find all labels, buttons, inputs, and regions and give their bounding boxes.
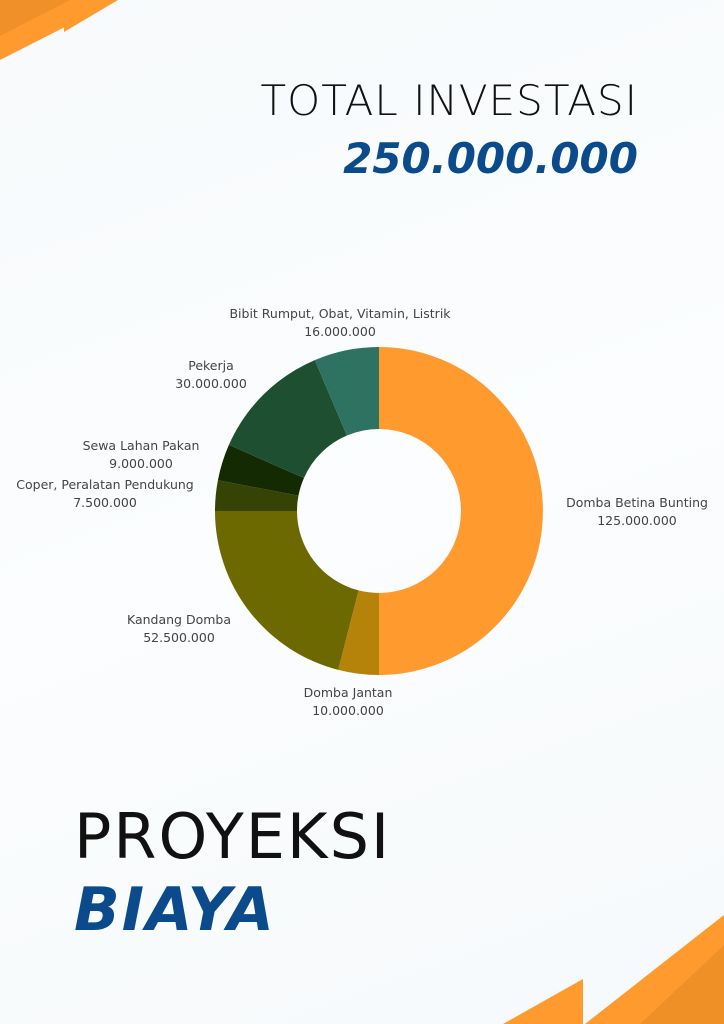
label-sewa-lahan: Sewa Lahan Pakan 9.000.000 — [82, 438, 200, 471]
label-domba-jantan: Domba Jantan 10.000.000 — [303, 685, 393, 718]
label-coper: Coper, Peralatan Pendukung 7.500.000 — [16, 477, 194, 510]
label-domba-betina: Domba Betina Bunting 125.000.000 — [566, 495, 708, 528]
total-investment-title: TOTAL INVESTASI — [260, 76, 638, 125]
label-bibit: Bibit Rumput, Obat, Vitamin, Listrik 16.000.000 — [229, 306, 451, 339]
donut-slice-0 — [379, 347, 543, 675]
heading-biaya: BIAYA — [74, 875, 276, 945]
label-pekerja: Pekerja 30.000.000 — [175, 358, 247, 391]
label-kandang: Kandang Domba 52.500.000 — [126, 612, 232, 645]
total-investment-value: 250.000.000 — [343, 134, 638, 183]
heading-proyeksi: PROYEKSI — [74, 800, 392, 873]
donut-slice-2 — [215, 511, 359, 670]
